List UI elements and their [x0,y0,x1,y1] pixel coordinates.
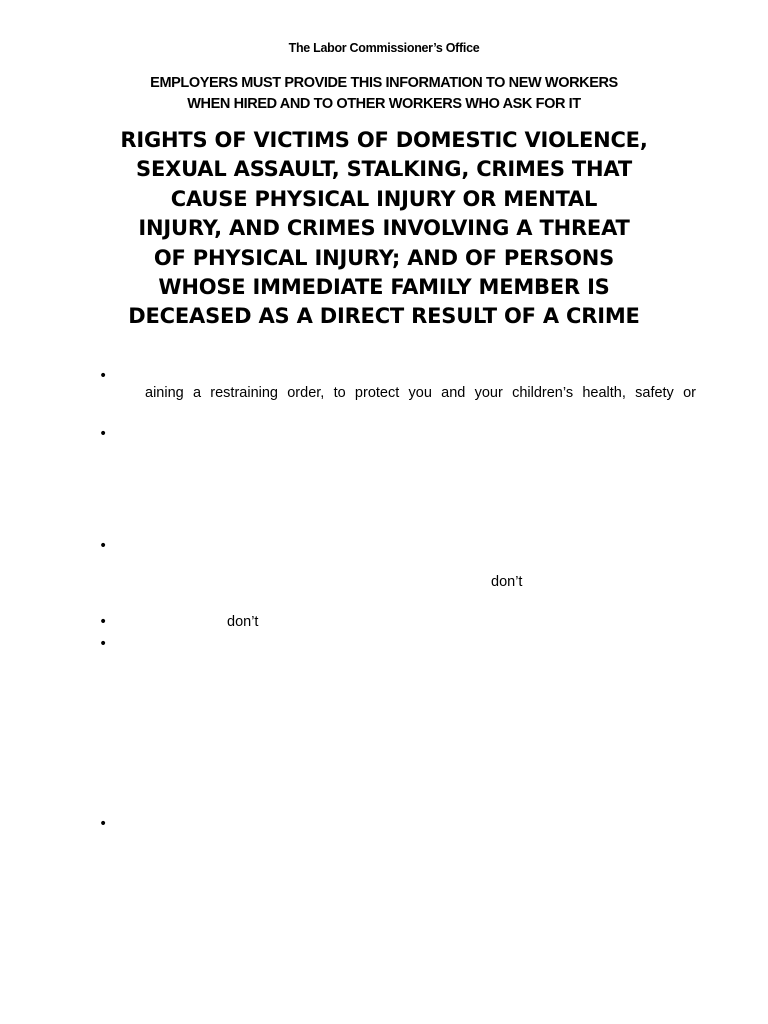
employer-notice-line: EMPLOYERS MUST PROVIDE THIS INFORMATION TO NEW WORKERS [150,75,618,91]
word: a [192,385,202,401]
word: or [683,385,696,401]
employer-notice-line: WHEN HIRED AND TO OTHER WORKERS WHO ASK FOR IT [187,96,581,112]
dont-fragment: don’t [227,614,259,630]
bullet-icon: • [99,368,108,384]
title-line: RIGHTS OF VICTIMS OF DOMESTIC VIOLENCE, [120,128,648,152]
title-line: INJURY, AND CRIMES INVOLVING A THREAT [138,216,630,241]
title-line: DECEASED AS A DIRECT RESULT OF A CRIME [128,304,640,329]
word: protect [354,385,400,401]
word: order, [287,385,325,401]
word: aining [145,385,184,401]
word: children’s [512,385,574,401]
word: restraining [210,385,278,401]
bullet-icon: • [99,614,108,630]
word: and [441,385,466,401]
word: you [408,385,432,401]
bullet-icon: • [99,636,108,652]
title-line: OF PHYSICAL INJURY; AND OF PERSONS [153,245,615,270]
bullet-icon: • [99,816,108,832]
word: your [474,385,503,401]
restraining-order-line [145,385,696,401]
word: to [333,385,346,401]
title-line: WHOSE IMMEDIATE FAMILY MEMBER IS [158,275,610,300]
title-line: SEXUAL ASSAULT, STALKING, CRIMES THAT [136,157,632,182]
word: safety [635,385,674,401]
dont-fragment: don’t [491,574,523,590]
bullet-icon: • [99,426,108,442]
bullet-icon: • [99,538,108,554]
page-title [0,126,768,332]
office-name: The Labor Commissioner’s Office [288,41,480,55]
employer-notice [0,73,768,115]
title-line: CAUSE PHYSICAL INJURY OR MENTAL [170,186,598,211]
word: health, [582,385,626,401]
